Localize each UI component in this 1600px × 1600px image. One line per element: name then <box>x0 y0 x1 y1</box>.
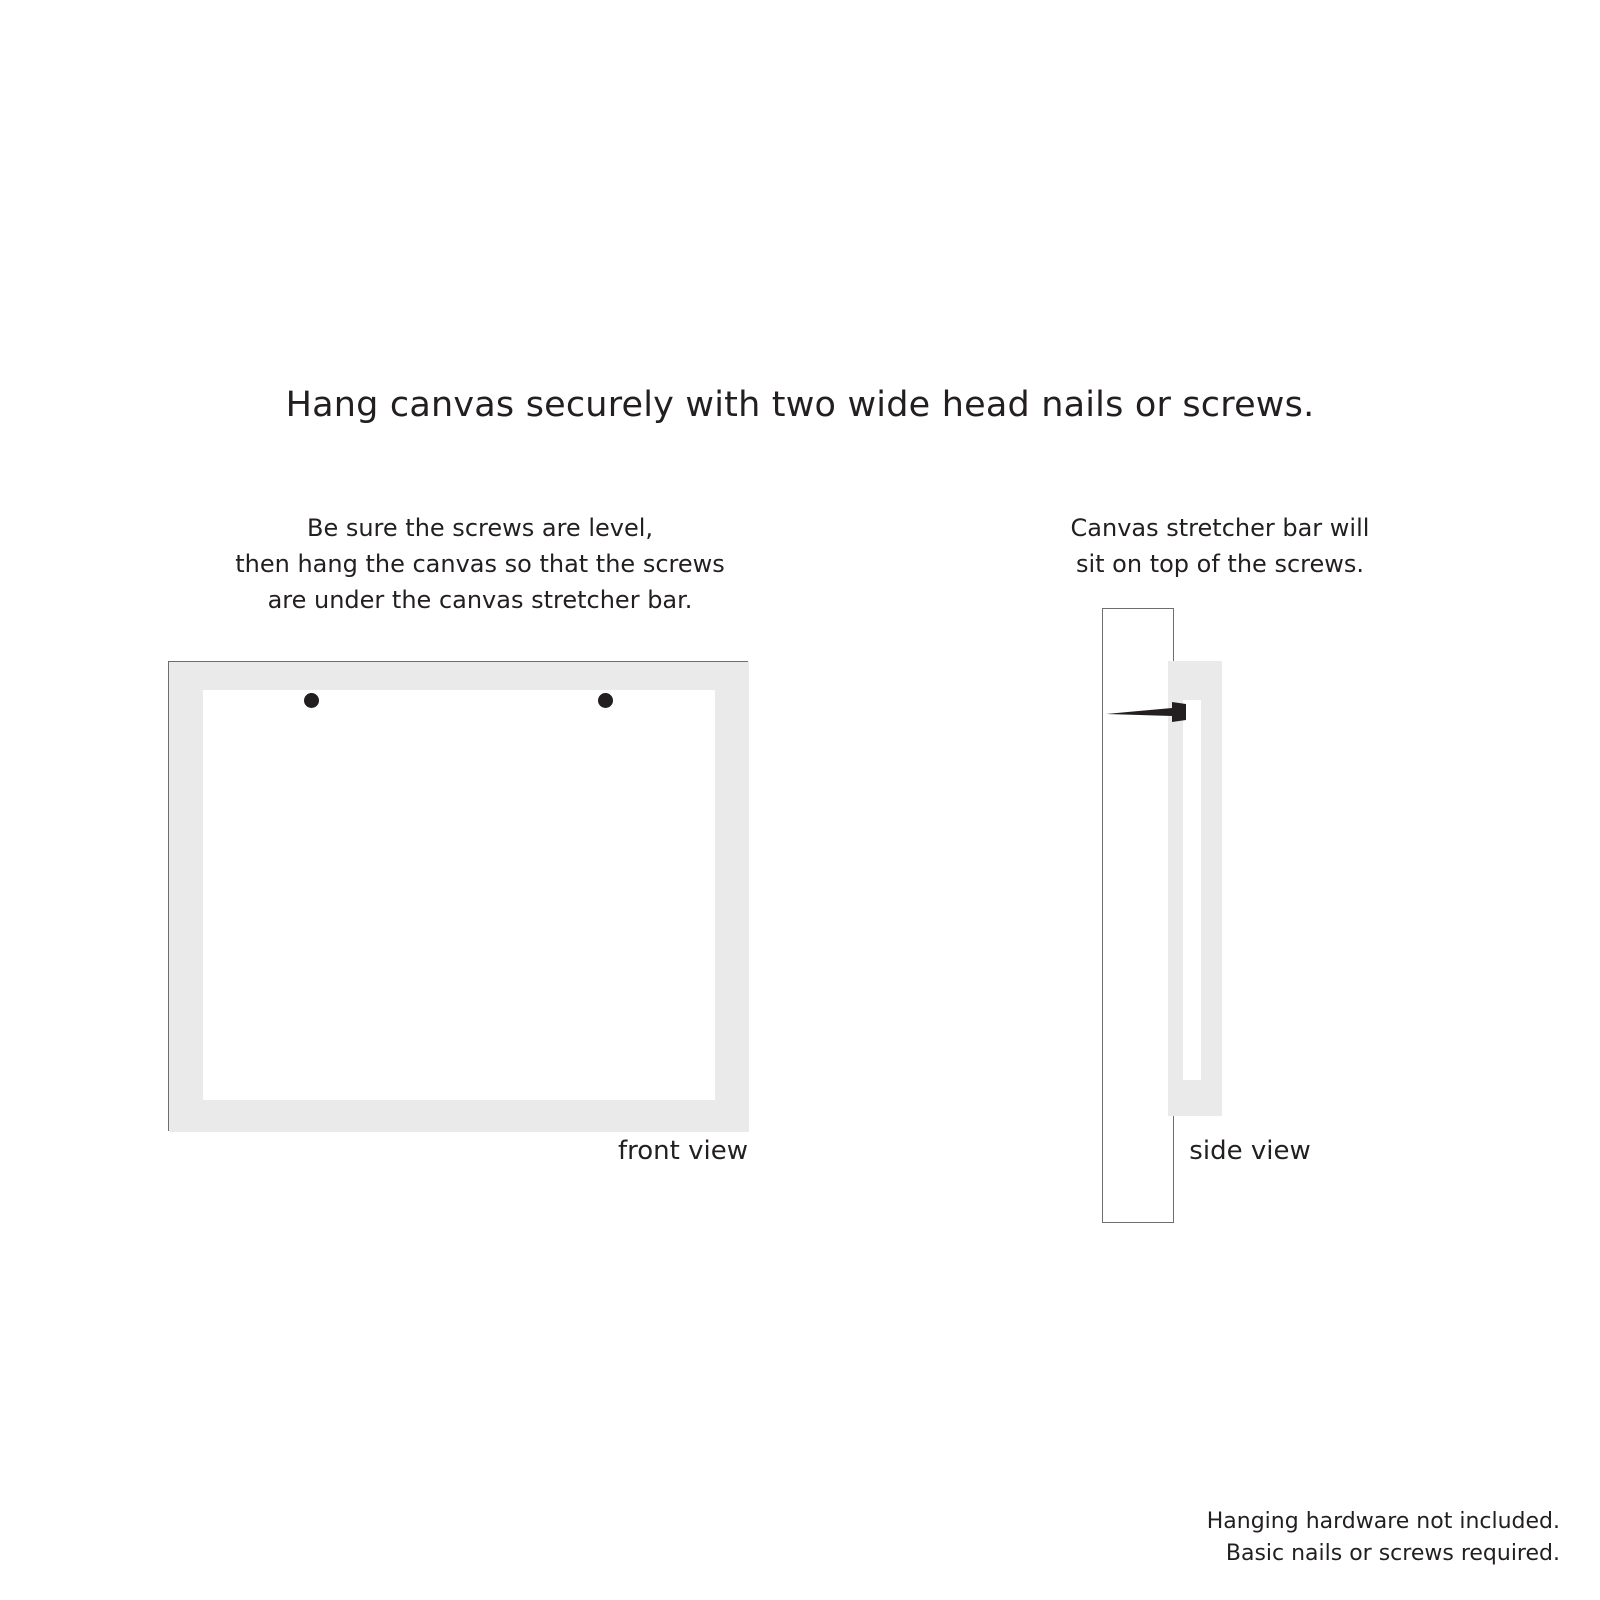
side-view-caption-line-1: Canvas stretcher bar will <box>1070 514 1370 542</box>
front-view-caption-line-2: then hang the canvas so that the screws <box>235 550 725 578</box>
side-view-label: side view <box>1189 1136 1311 1166</box>
page-title: Hang canvas securely with two wide head nails or screws. <box>285 385 1315 425</box>
footnote <box>860 1506 1560 1570</box>
front-view-caption-line-3: are under the canvas stretcher bar. <box>267 586 693 614</box>
side-view-caption <box>900 510 1540 582</box>
screw-head-right-icon <box>598 693 613 708</box>
front-view-label: front view <box>618 1136 748 1166</box>
screw-head-left-icon <box>304 693 319 708</box>
wall-cross-section <box>1102 608 1174 1223</box>
side-view-caption-line-2: sit on top of the screws. <box>1075 550 1365 578</box>
nail-icon <box>1106 702 1192 722</box>
canvas-image-area <box>203 690 715 1100</box>
front-view-caption-line-1: Be sure the screws are level, <box>306 514 654 542</box>
footnote-line-1: Hanging hardware not included. <box>1206 1509 1560 1534</box>
front-view-caption <box>130 510 830 618</box>
canvas-side-inner-void <box>1183 700 1201 1080</box>
footnote-line-2: Basic nails or screws required. <box>1225 1541 1560 1566</box>
front-view-illustration <box>168 661 748 1131</box>
